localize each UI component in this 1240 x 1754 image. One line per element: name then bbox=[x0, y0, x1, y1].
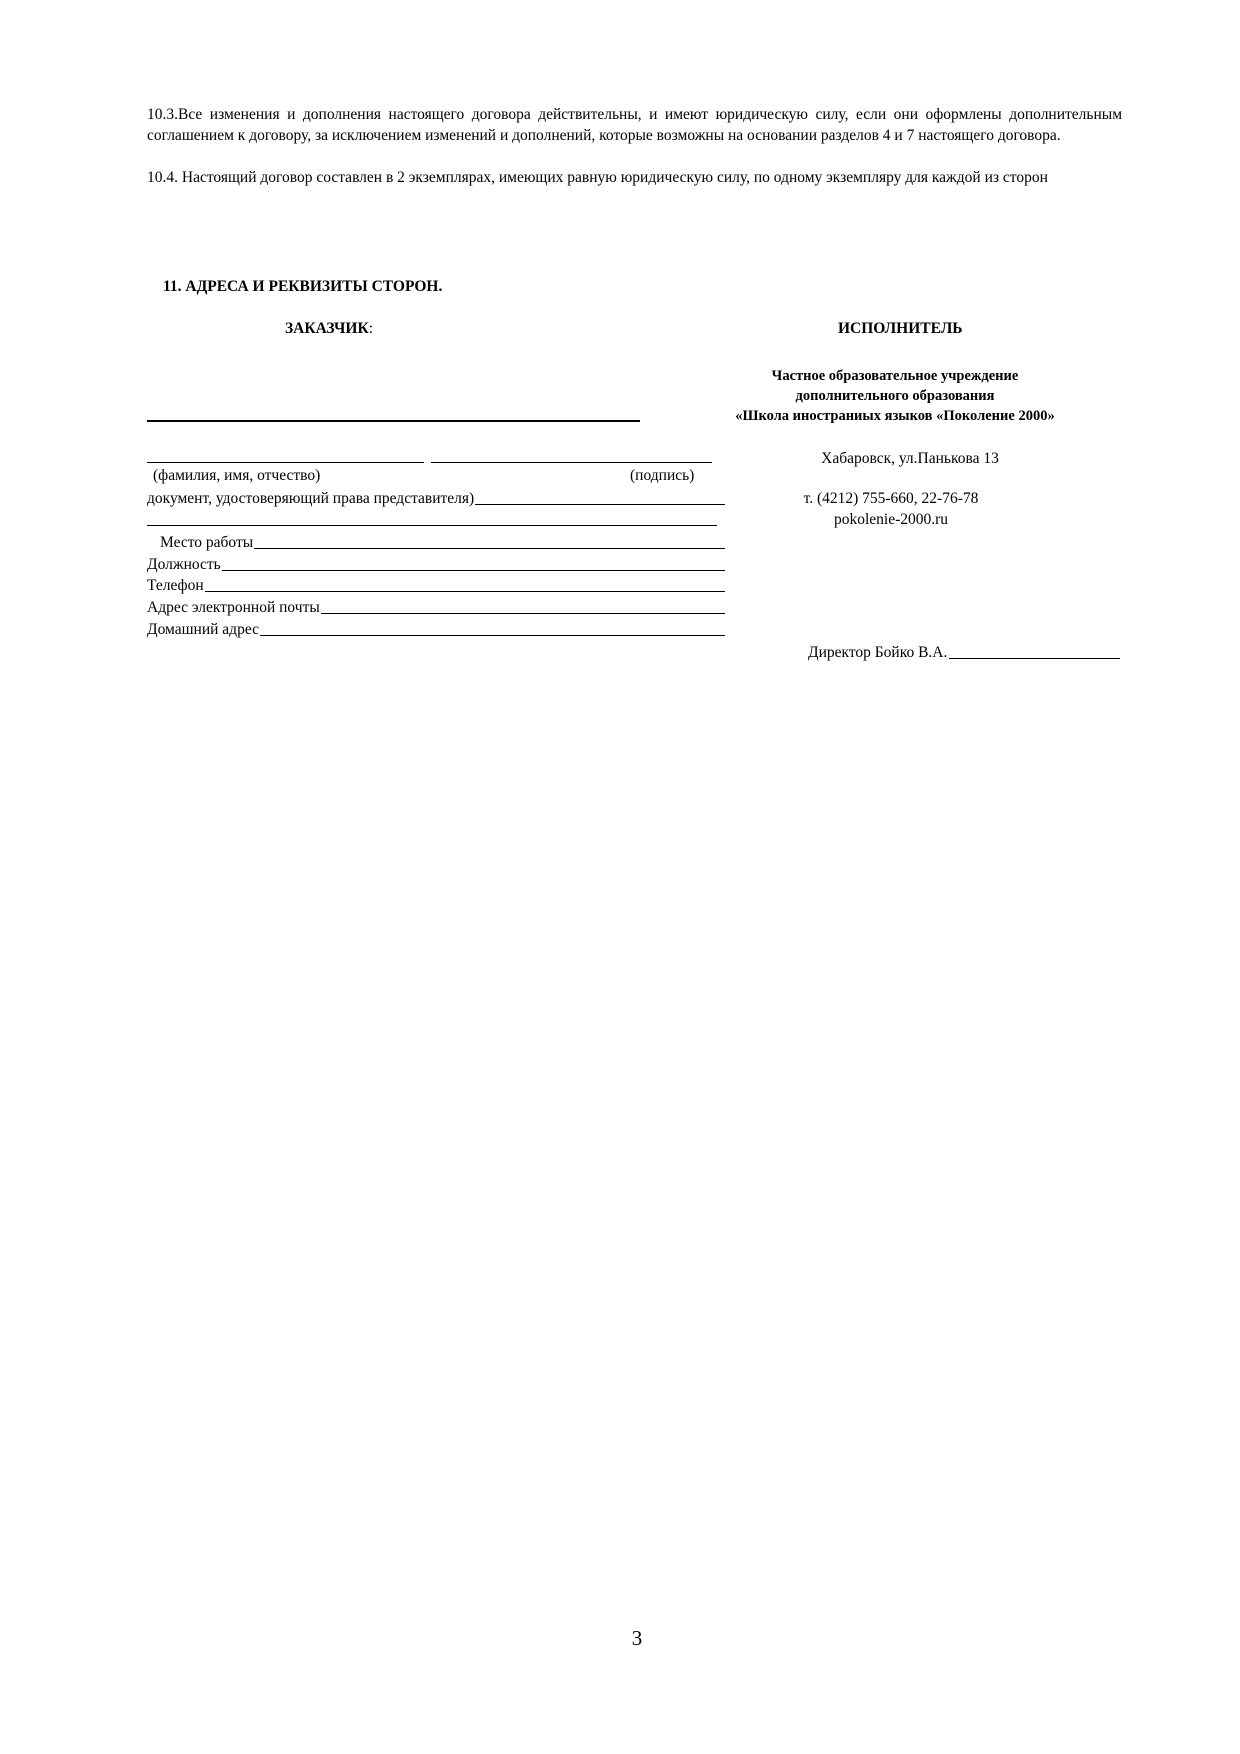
customer-heading bbox=[285, 320, 373, 338]
executor-phone: т. (4212) 755-660, 22-76-78 bbox=[803, 490, 979, 507]
phone-label: Телефон bbox=[147, 577, 204, 594]
email-label: Адрес электронной почты bbox=[147, 599, 320, 616]
signature-caption: (подпись) bbox=[630, 467, 695, 484]
page-number: 3 bbox=[631, 1626, 643, 1650]
phone-blank bbox=[205, 591, 725, 592]
email-field bbox=[147, 597, 725, 617]
customer-heading-colon: : bbox=[368, 320, 373, 337]
position-label: Должность bbox=[147, 556, 221, 573]
customer-heading-text: ЗАКАЗЧИК bbox=[285, 320, 369, 337]
representative-document-label: документ, удостоверяющий права представителя) bbox=[147, 490, 475, 507]
executor-organization bbox=[670, 366, 1120, 426]
director-label: Директор Бойко В.А. bbox=[808, 644, 948, 661]
home-address-label: Домашний адрес bbox=[147, 621, 259, 638]
workplace-label: Место работы bbox=[160, 534, 254, 551]
representative-document-field bbox=[147, 488, 725, 508]
executor-heading: ИСПОЛНИТЕЛЬ bbox=[838, 320, 963, 337]
phone-field bbox=[147, 575, 725, 595]
section-title: 11. АДРЕСА И РЕКВИЗИТЫ СТОРОН. bbox=[163, 278, 443, 295]
fio-line bbox=[147, 462, 424, 463]
representative-document-blank bbox=[475, 504, 725, 505]
customer-name-line bbox=[147, 420, 640, 422]
workplace-field bbox=[160, 532, 725, 552]
executor-website: pokolenie-2000.ru bbox=[833, 511, 949, 528]
position-blank bbox=[222, 570, 725, 571]
extra-line bbox=[147, 525, 717, 526]
fio-caption: (фамилия, имя, отчество) bbox=[153, 467, 321, 484]
workplace-blank bbox=[254, 548, 725, 549]
position-field bbox=[147, 554, 725, 574]
director-signature bbox=[808, 642, 1120, 662]
director-signature-blank bbox=[949, 658, 1120, 659]
org-line-2: дополнительного образования bbox=[795, 388, 995, 404]
email-blank bbox=[321, 613, 725, 614]
signature-line bbox=[431, 462, 712, 463]
clause-10-3: 10.3.Все изменения и дополнения настоящего договора действительны, и имеют юридическую силу, если они оформлены дополнительным соглашением к договору, за исключением изменений и дополнений, которые возможны на основании разделов 4 и 7 настоящего договора. bbox=[147, 106, 1122, 144]
home-address-field bbox=[147, 619, 725, 639]
executor-address: Хабаровск, ул.Панькова 13 bbox=[821, 450, 999, 467]
org-line-1: Частное образовательное учреждение bbox=[771, 368, 1019, 384]
org-line-3: «Школа иностраниых языков «Поколение 2000» bbox=[735, 408, 1055, 424]
home-address-blank bbox=[260, 635, 725, 636]
clause-10-4: 10.4. Настоящий договор составлен в 2 экземплярах, имеющих равную юридическую силу, по одному экземпляру для каждой из сторон bbox=[147, 169, 1048, 186]
